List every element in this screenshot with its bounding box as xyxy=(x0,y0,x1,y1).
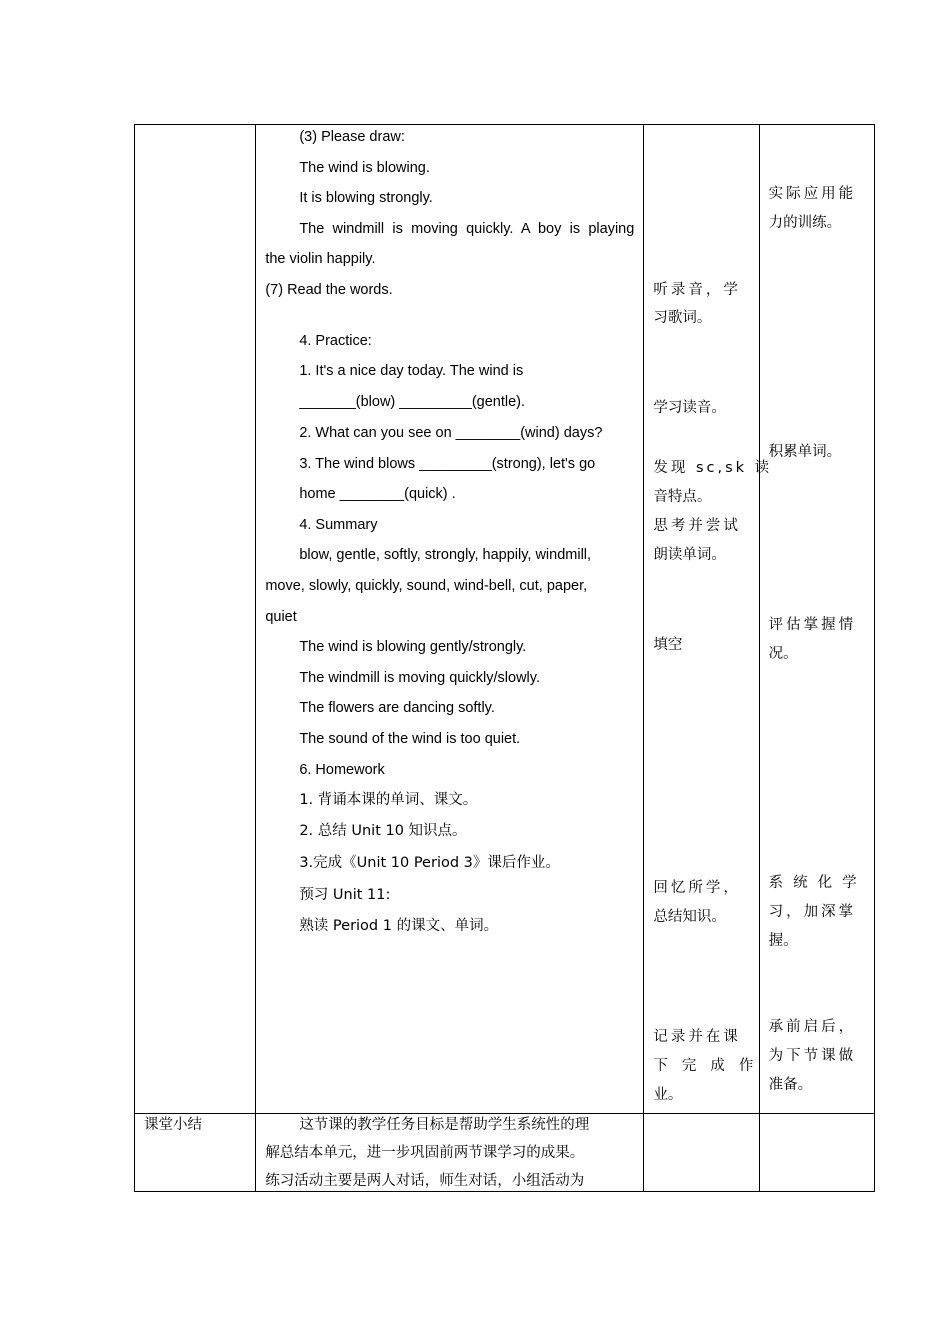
content-line: The wind is blowing gently/strongly. xyxy=(299,639,527,655)
purpose-line: 况。 xyxy=(768,646,798,662)
activity-line: 思考并尝试 xyxy=(653,518,741,534)
activity-line: 填空 xyxy=(653,637,683,653)
activity-line: 回忆所学， xyxy=(653,880,741,896)
content-line: 4. Practice: xyxy=(299,333,372,349)
activity-line: 音特点。 xyxy=(653,489,712,505)
activity-line: 下完成作 xyxy=(653,1058,768,1074)
activity-line: 听录音，学 xyxy=(653,282,741,298)
summary-line: 这节课的教学任务目标是帮助学生系统性的理 xyxy=(299,1117,590,1133)
purpose-line: 系统化学 xyxy=(768,875,867,891)
content-line: The flowers are dancing softly. xyxy=(299,700,495,716)
summary-empty-cell xyxy=(644,1114,759,1192)
summary-line: 解总结本单元，进一步巩固前两节课学习的成果。 xyxy=(265,1145,585,1161)
content-line: The windmill is moving quickly/slowly. xyxy=(299,670,540,686)
summary-line: 练习活动主要是两人对话，师生对话，小组活动为 xyxy=(265,1173,585,1189)
content-line: 3. The wind blows _________(strong), let's go xyxy=(299,456,596,472)
teaching-content-cell xyxy=(256,125,644,1114)
purpose-line: 力的训练。 xyxy=(768,215,842,231)
activity-line: 总结知识。 xyxy=(653,909,726,925)
lesson-plan-table xyxy=(134,124,875,1192)
student-activity-cell xyxy=(644,125,773,1114)
purpose-line: 承前启后， xyxy=(768,1019,857,1035)
purpose-line: 习，加深掌 xyxy=(768,904,857,920)
activity-line: 业。 xyxy=(653,1087,683,1103)
activity-line: 学习读音。 xyxy=(653,400,726,416)
content-line: home ________(quick) . xyxy=(299,486,456,502)
content-line: move, slowly, quickly, sound, wind-bell, cut, paper, xyxy=(265,578,588,594)
content-line: The windmill is moving quickly. A boy is playing xyxy=(299,221,635,237)
content-line: 2. 总结 Unit 10 知识点。 xyxy=(299,823,467,839)
purpose-line: 握。 xyxy=(768,933,798,949)
activity-line: 发现 sc,sk 读 xyxy=(653,460,773,476)
content-line: 3.完成《Unit 10 Period 3》课后作业。 xyxy=(299,855,560,871)
summary-content-cell xyxy=(256,1114,644,1192)
activity-line: 朗读单词。 xyxy=(653,547,726,563)
content-line: _______(blow) _________(gentle). xyxy=(299,394,526,410)
content-line: the violin happily. xyxy=(265,251,376,267)
activity-line: 记录并在课 xyxy=(653,1029,741,1045)
content-line: 2. What can you see on ________(wind) days? xyxy=(299,425,603,441)
purpose-line: 为下节课做 xyxy=(768,1048,857,1064)
content-line: quiet xyxy=(265,609,297,625)
content-line: It is blowing strongly. xyxy=(299,190,433,206)
purpose-line: 评估掌握情 xyxy=(768,617,857,633)
content-line: 6. Homework xyxy=(299,762,385,778)
section-label-cell xyxy=(135,125,256,1114)
content-line: 4. Summary xyxy=(299,517,378,533)
design-purpose-cell xyxy=(759,125,874,1114)
content-line: 1. It's a nice day today. The wind is xyxy=(299,363,524,379)
purpose-line: 实际应用能 xyxy=(768,186,857,202)
content-line: (3) Please draw: xyxy=(299,129,405,145)
content-line: 1. 背诵本课的单词、课文。 xyxy=(299,792,478,808)
summary-label-cell xyxy=(135,1114,256,1192)
purpose-line: 积累单词。 xyxy=(768,444,842,460)
content-line: blow, gentle, softly, strongly, happily, windmill, xyxy=(299,547,592,563)
content-line: The wind is blowing. xyxy=(299,160,430,176)
content-line: 熟读 Period 1 的课文、单词。 xyxy=(299,918,499,934)
activity-line: 习歌词。 xyxy=(653,310,712,326)
content-line: (7) Read the words. xyxy=(265,282,393,298)
purpose-line: 准备。 xyxy=(768,1077,813,1093)
summary-label: 课堂小结 xyxy=(144,1117,202,1133)
procedure-row xyxy=(135,125,875,1114)
content-line: The sound of the wind is too quiet. xyxy=(299,731,521,747)
summary-row xyxy=(135,1114,875,1192)
content-line: 预习 Unit 11: xyxy=(299,887,391,903)
summary-empty-cell xyxy=(759,1114,874,1192)
